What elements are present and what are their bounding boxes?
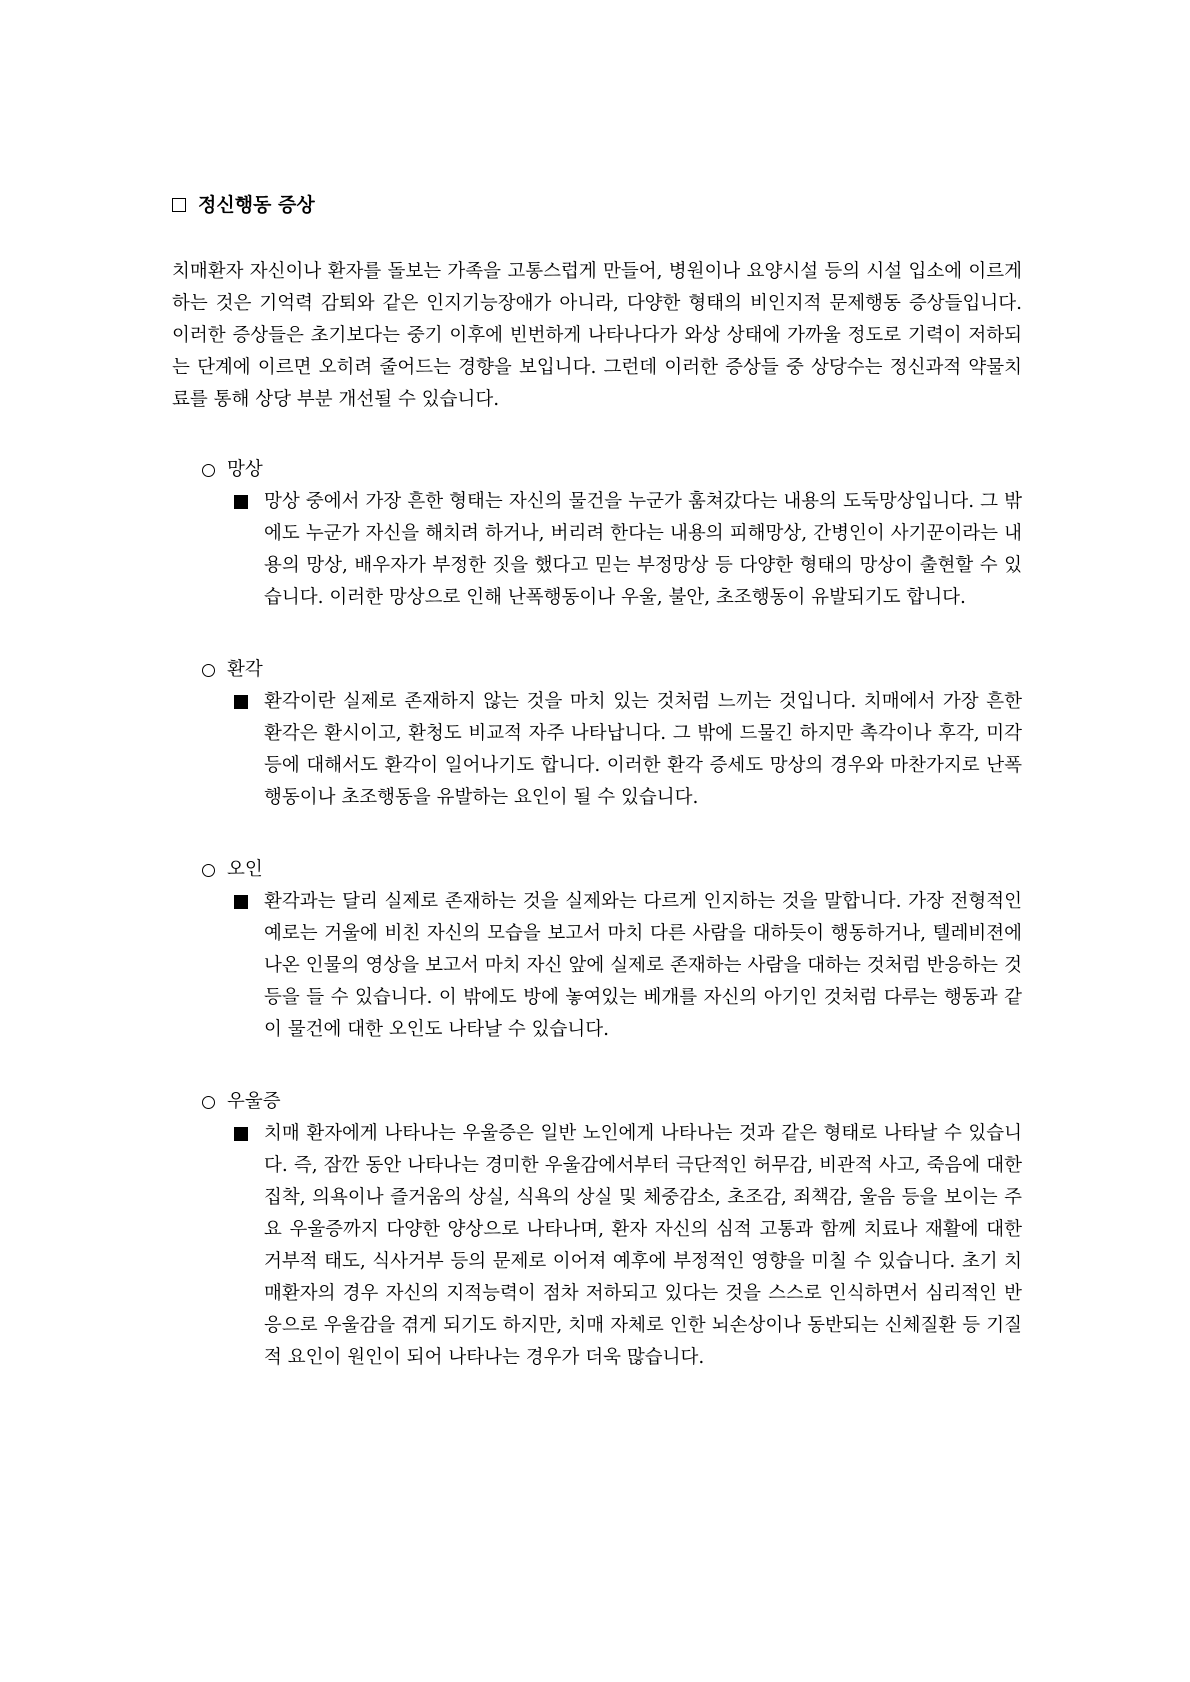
circle-bullet-icon	[202, 864, 215, 877]
intro-paragraph: 치매환자 자신이나 환자를 돌보는 가족을 고통스럽게 만들어, 병원이나 요양시설 등의 시설 입소에 이르게 하는 것은 기억력 감퇴와 같은 인지기능장애가 아니라, 다양한 형태의 비인지적 문제행동 증상들입니다. 이러한 증상들은 초기보다는 중기 이후에 빈번하게 나타나다가 와상 상태에 가까울 정도로 기력이 저하되는 단계에 이르면 오히려 줄어드는 경향을 보입니다. 그런데 이러한 증상들 중 상당수는 정신과적 약물치료를 통해 상당 부분 개선될 수 있습니다.	[172, 261, 1022, 410]
subsection-misidentification	[172, 854, 1022, 1046]
subsection-item	[264, 686, 1022, 814]
circle-bullet-icon	[202, 1096, 215, 1109]
subsection-depression	[172, 1086, 1022, 1374]
section-heading	[172, 190, 1022, 220]
filled-square-bullet-icon	[234, 695, 248, 709]
section-heading-text: 정신행동 증상	[198, 194, 315, 216]
subsection-item-text: 치매 환자에게 나타나는 우울증은 일반 노인에게 나타나는 것과 같은 형태로 나타날 수 있습니다. 즉, 잠깐 동안 나타나는 경미한 우울감에서부터 극단적인 허무감, 비관적 사고, 죽음에 대한 집착, 의욕이나 즐거움의 상실, 식욕의 상실 및 체중감소, 초조감, 죄책감, 울음 등을 보이는 주요 우울증까지 다양한 양상으로 나타나며, 환자 자신의 심적 고통과 함께 치료나 재활에 대한 거부적 태도, 식사거부 등의 문제로 이어져 예후에 부정적인 영향을 미칠 수 있습니다. 초기 치매환자의 경우 자신의 지적능력이 점차 저하되고 있다는 것을 스스로 인식하면서 심리적인 반응으로 우울감을 겪게 되기도 하지만, 치매 자체로 인한 뇌손상이나 동반되는 신체질환 등 기질적 요인이 원인이 되어 나타나는 경우가 더욱 많습니다.	[264, 1123, 1022, 1368]
subsection-title	[202, 654, 1022, 686]
subsection-title-text: 망상	[227, 459, 263, 480]
filled-square-bullet-icon	[234, 1127, 248, 1141]
circle-bullet-icon	[202, 664, 215, 677]
subsection-item-text: 환각과는 달리 실제로 존재하는 것을 실제와는 다르게 인지하는 것을 말합니다. 가장 전형적인 예로는 거울에 비친 자신의 모습을 보고서 마치 다른 사람을 대하듯이 행동하거나, 텔레비젼에 나온 인물의 영상을 보고서 마치 자신 앞에 실제로 존재하는 사람을 대하는 것처럼 반응하는 것 등을 들 수 있습니다. 이 밖에도 방에 놓여있는 베개를 자신의 아기인 것처럼 다루는 행동과 같이 물건에 대한 오인도 나타날 수 있습니다.	[264, 891, 1022, 1040]
subsection-title-text: 우울증	[227, 1091, 281, 1112]
document-content	[172, 190, 1022, 1414]
filled-square-bullet-icon	[234, 895, 248, 909]
subsection-title	[202, 454, 1022, 486]
subsection-item	[264, 486, 1022, 614]
subsection-item-text: 망상 중에서 가장 흔한 형태는 자신의 물건을 누군가 훔쳐갔다는 내용의 도둑망상입니다. 그 밖에도 누군가 자신을 해치려 하거나, 버리려 한다는 내용의 피해망상, 간병인이 사기꾼이라는 내용의 망상, 배우자가 부정한 짓을 했다고 믿는 부정망상 등 다양한 형태의 망상이 출현할 수 있습니다. 이러한 망상으로 인해 난폭행동이나 우울, 불안, 초조행동이 유발되기도 합니다.	[264, 491, 1022, 608]
subsection-title	[202, 854, 1022, 886]
filled-square-bullet-icon	[234, 495, 248, 509]
checkbox-square-icon	[172, 198, 186, 212]
subsection-item-text: 환각이란 실제로 존재하지 않는 것을 마치 있는 것처럼 느끼는 것입니다. 치매에서 가장 흔한 환각은 환시이고, 환청도 비교적 자주 나타납니다. 그 밖에 드물긴 하지만 촉각이나 후각, 미각 등에 대해서도 환각이 일어나기도 합니다. 이러한 환각 증세도 망상의 경우와 마찬가지로 난폭행동이나 초조행동을 유발하는 요인이 될 수 있습니다.	[264, 691, 1022, 808]
subsection-title-text: 환각	[227, 659, 263, 680]
subsection-title-text: 오인	[227, 859, 263, 880]
subsection-item	[264, 1118, 1022, 1374]
circle-bullet-icon	[202, 464, 215, 477]
subsection-item	[264, 886, 1022, 1046]
subsection-delusion	[172, 454, 1022, 614]
subsection-title	[202, 1086, 1022, 1118]
subsection-hallucination	[172, 654, 1022, 814]
